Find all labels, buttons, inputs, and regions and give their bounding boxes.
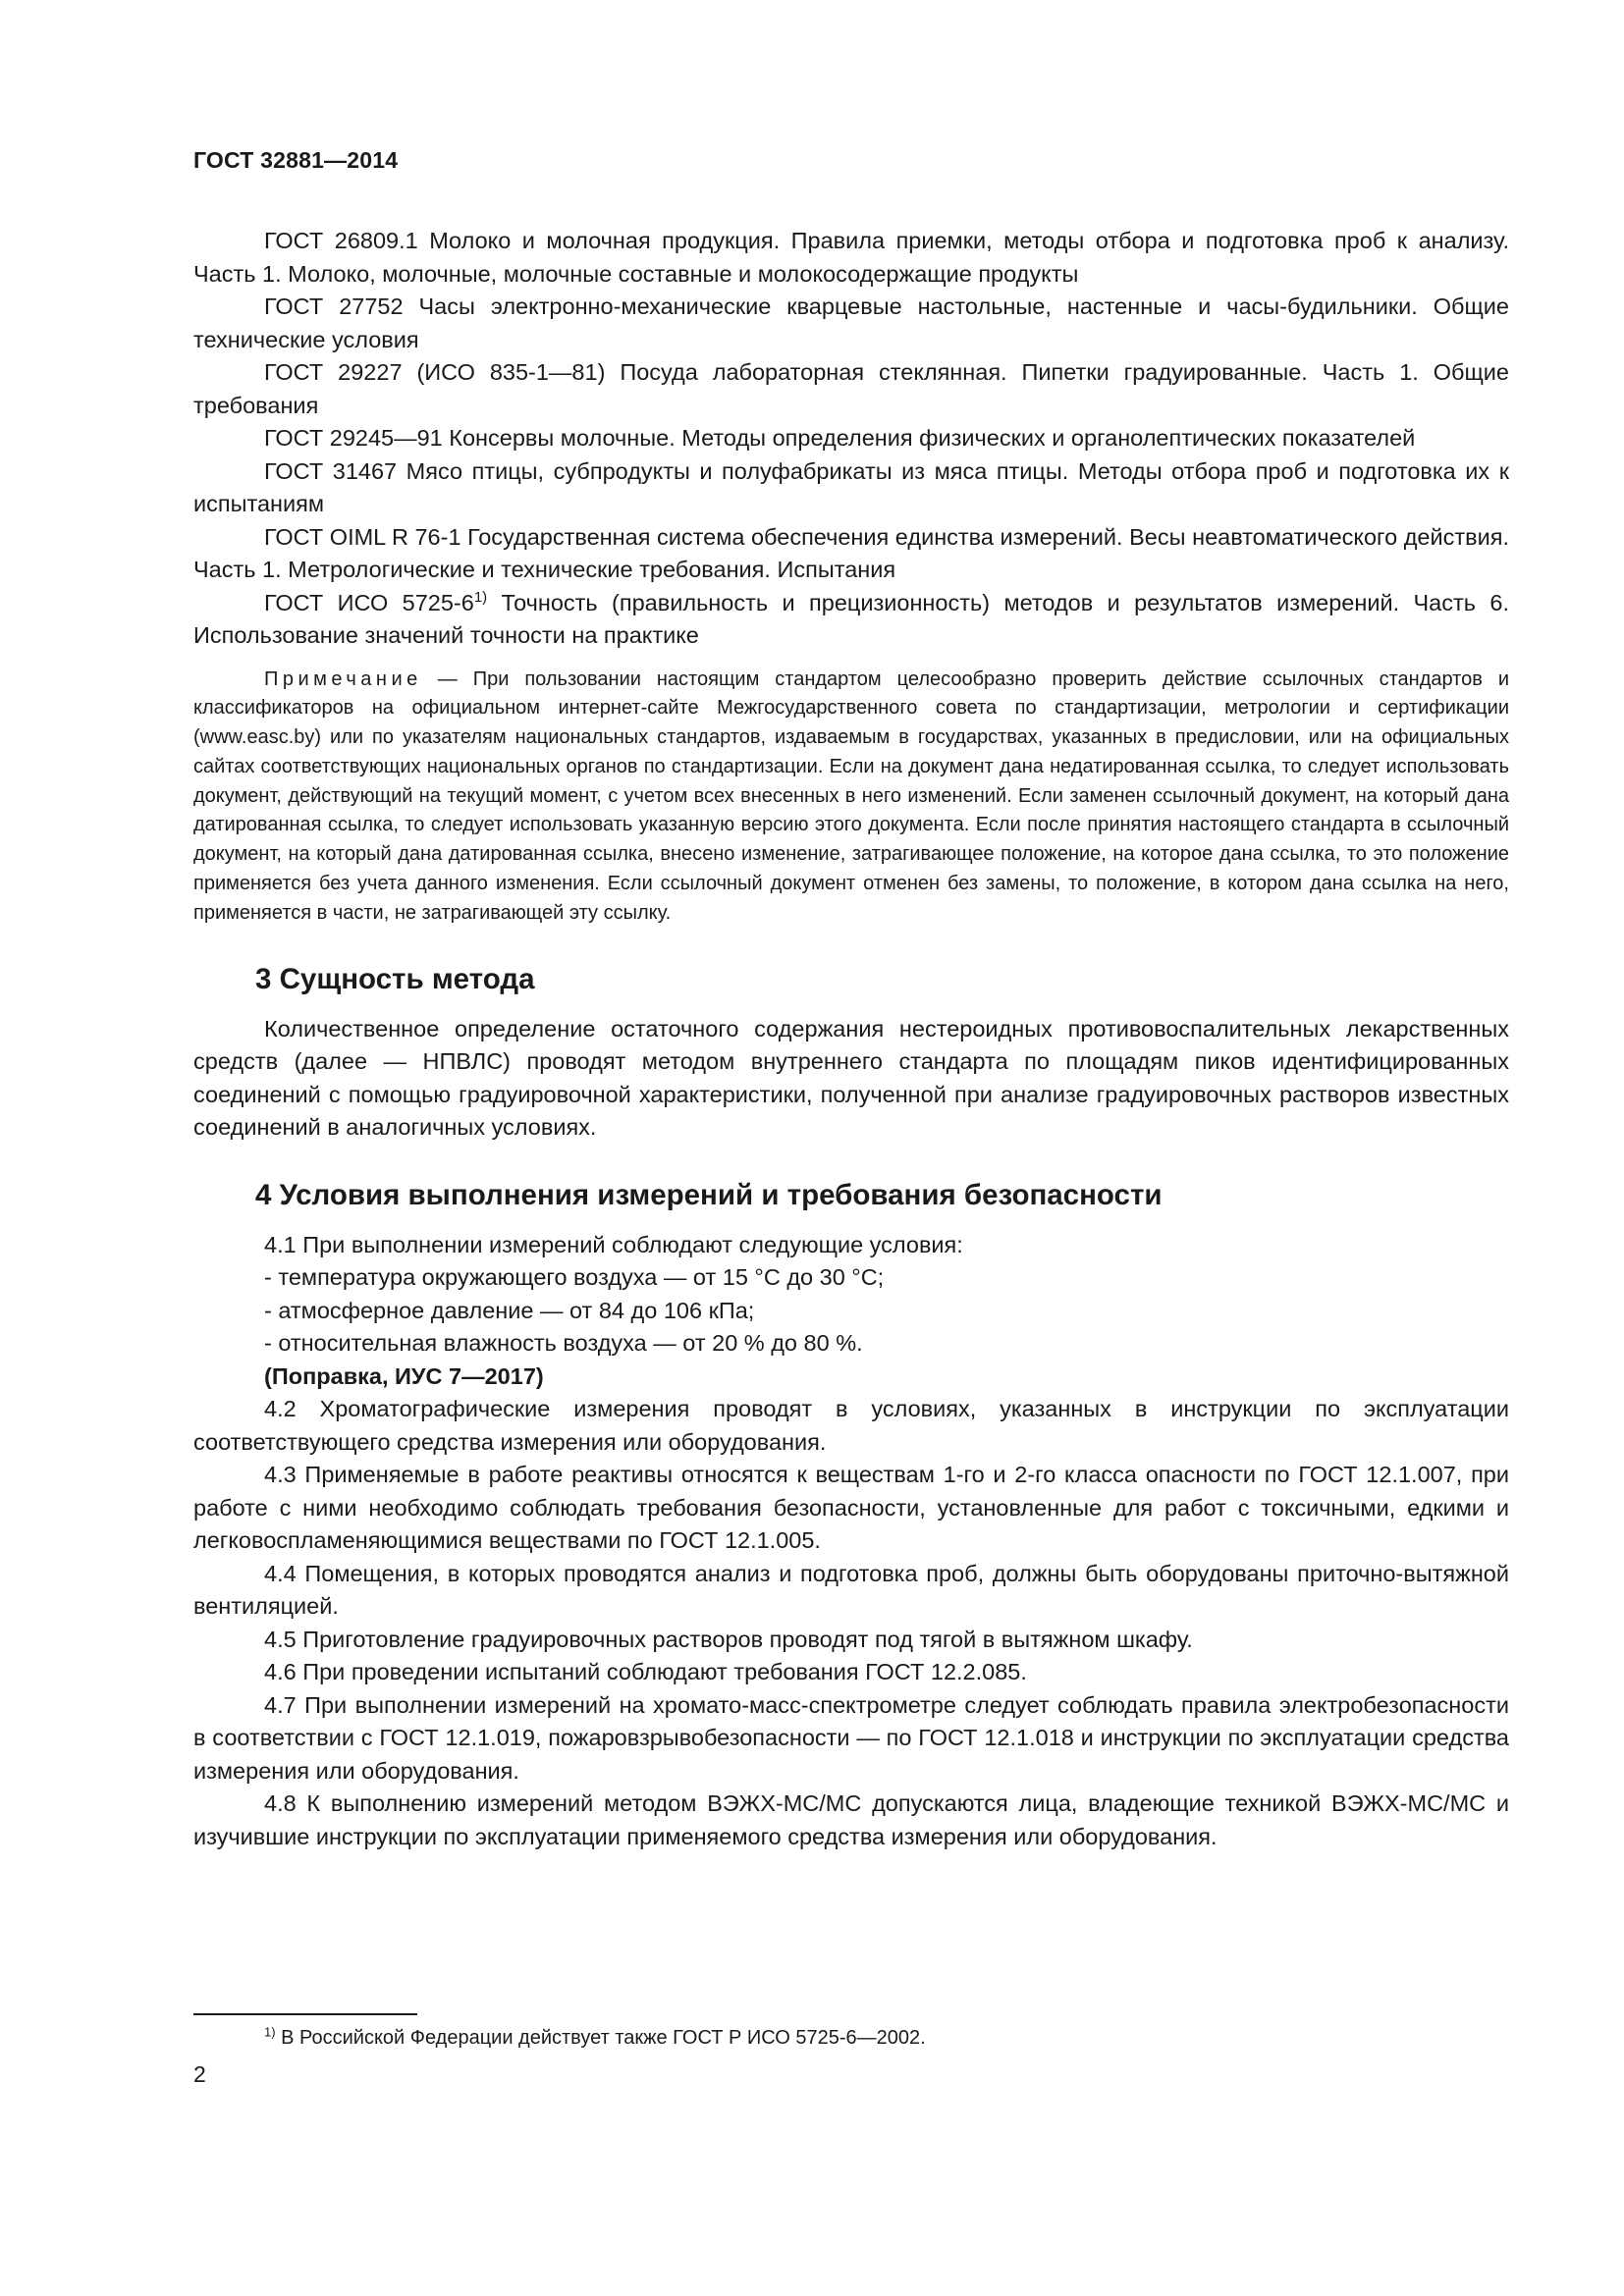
clause-4-2: 4.2 Хроматографические измерения проводят в условиях, указанных в инструкции по эксплуатации соответствующего средства измерения или оборудования. bbox=[193, 1396, 1509, 1455]
section-4 bbox=[193, 1178, 1509, 1854]
note-block bbox=[193, 666, 1509, 929]
reference-item: ГОСТ 29227 (ИСО 835-1—81) Посуда лабораторная стеклянная. Пипетки градуированные. Часть 1. Общие требования bbox=[193, 359, 1509, 418]
reference-item: ГОСТ OIML R 76-1 Государственная система обеспечения единства измерений. Весы неавтоматического действия. Часть 1. Метрологические и технические требования. Испытания bbox=[193, 523, 1509, 582]
clause-4-6: 4.6 При проведении испытаний соблюдают требования ГОСТ 12.2.085. bbox=[264, 1659, 1027, 1685]
section-3-text: Количественное определение остаточного содержания нестероидных противовоспалительных лекарственных средств (далее — НПВЛС) проводят методом внутреннего стандарта по площадям пиков идентифицированных соединений с помощью градуировочной характеристики, полученной при анализе градуировочных растворов известных соединений в аналогичных условиях. bbox=[193, 1015, 1509, 1141]
reference-item: ГОСТ 27752 Часы электронно-механические кварцевые настольные, настенные и часы-будильники. Общие технические условия bbox=[193, 294, 1509, 352]
condition-pressure: - атмосферное давление — от 84 до 106 кПа; bbox=[264, 1297, 755, 1323]
clause-4-4: 4.4 Помещения, в которых проводятся анализ и подготовка проб, должны быть оборудованы приточно-вытяжной вентиляцией. bbox=[193, 1560, 1509, 1620]
reference-item: ГОСТ 31467 Мясо птицы, субпродукты и полуфабрикаты из мяса птицы. Методы отбора проб и подготовка их к испытаниям bbox=[193, 457, 1509, 516]
clause-4-7: 4.7 При выполнении измерений на хромато-масс-спектрометре следует соблюдать правила электробезопасности в соответствии с ГОСТ 12.1.019, пожаровзрывобезопасности — по ГОСТ 12.1.018 и инструкции по эксплуатации средства измерения или оборудования. bbox=[193, 1691, 1509, 1784]
clause-4-3: 4.3 Применяемые в работе реактивы относятся к веществам 1-го и 2-го класса опасности по ГОСТ 12.1.007, при работе с ними необходимо соблюдать требования безопасности, установленные для работ с токсичными, едкими и легковоспламеняющимися веществами по ГОСТ 12.1.005. bbox=[193, 1462, 1509, 1554]
reference-item: ГОСТ 26809.1 Молоко и молочная продукция. Правила приемки, методы отбора и подготовка проб к анализу. Часть 1. Молоко, молочные, молочные составные и молокосодержащие продукты bbox=[193, 228, 1509, 287]
amendment-note: (Поправка, ИУС 7—2017) bbox=[264, 1362, 544, 1389]
clause-4-5: 4.5 Приготовление градуировочных растворов проводят под тягой в вытяжном шкафу. bbox=[264, 1626, 1193, 1652]
clause-4-1: 4.1 При выполнении измерений соблюдают следующие условия: bbox=[264, 1231, 963, 1257]
condition-temperature: - температура окружающего воздуха — от 15 °С до 30 °С; bbox=[264, 1264, 885, 1291]
note-label: Примечание bbox=[264, 667, 422, 690]
footnote-marker: 1) bbox=[473, 588, 488, 606]
section-4-title: 4 Условия выполнения измерений и требования безопасности bbox=[255, 1178, 1163, 1211]
main-content bbox=[193, 225, 1509, 1853]
page-number: 2 bbox=[193, 2061, 206, 2087]
normative-references-list bbox=[193, 225, 1509, 653]
reference-item: ГОСТ 29245—91 Консервы молочные. Методы определения физических и органолептических показателей bbox=[264, 425, 1416, 451]
footnote-marker: 1) bbox=[264, 2024, 276, 2040]
reference-item-iso bbox=[193, 587, 1509, 653]
document-header-code: ГОСТ 32881—2014 bbox=[193, 147, 399, 173]
section-3 bbox=[193, 962, 1509, 1145]
footnote-text: В Российской Федерации действует также ГОСТ Р ИСО 5725-6—2002. bbox=[275, 2027, 926, 2049]
clause-4-8: 4.8 К выполнению измерений методом ВЭЖХ-МС/МС допускаются лица, владеющие техникой ВЭЖХ-МС/МС и изучившие инструкции по эксплуатации применяемого средства измерения или оборудования. bbox=[193, 1790, 1509, 1849]
footnote-divider bbox=[193, 2013, 417, 2015]
condition-humidity: - относительная влажность воздуха — от 20 % до 80 %. bbox=[264, 1330, 863, 1357]
footnote bbox=[264, 2025, 926, 2051]
note-text: — При пользовании настоящим стандартом целесообразно проверить действие ссылочных стандартов и классификаторов на официальном интернет-сайте Межгосударственного совета по стандартизации, метрологии и сертификации (www.easc.by) или по указателям национальных стандартов, издаваемым в государствах, указанных в предисловии, или на официальных сайтах соответствующих национальных органов по стандартизации. Если на документ дана недатированная ссылка, то следует использовать документ, действующий на текущий момент, с учетом всех внесенных в него изменений. Если заменен ссылочный документ, на который дана датированная ссылка, то следует использовать указанную версию этого документа. Если после принятия настоящего стандарта в ссылочный документ, на который дана датированная ссылка, внесено изменение, затрагивающее положение, на которое дана ссылка, то это положение применяется без учета данного изменения. Если ссылочный документ отменен без замены, то положение, в котором дана ссылка на него, применяется в части, не затрагивающей эту ссылку. bbox=[193, 667, 1509, 924]
section-3-title: 3 Сущность метода bbox=[255, 962, 535, 995]
reference-iso-prefix: ГОСТ ИСО 5725-6 bbox=[264, 589, 474, 615]
reference-iso-text: Точность (правильность и прецизионность) методов и результатов измерений. Часть 6. Использование значений точности на практике bbox=[193, 589, 1509, 648]
